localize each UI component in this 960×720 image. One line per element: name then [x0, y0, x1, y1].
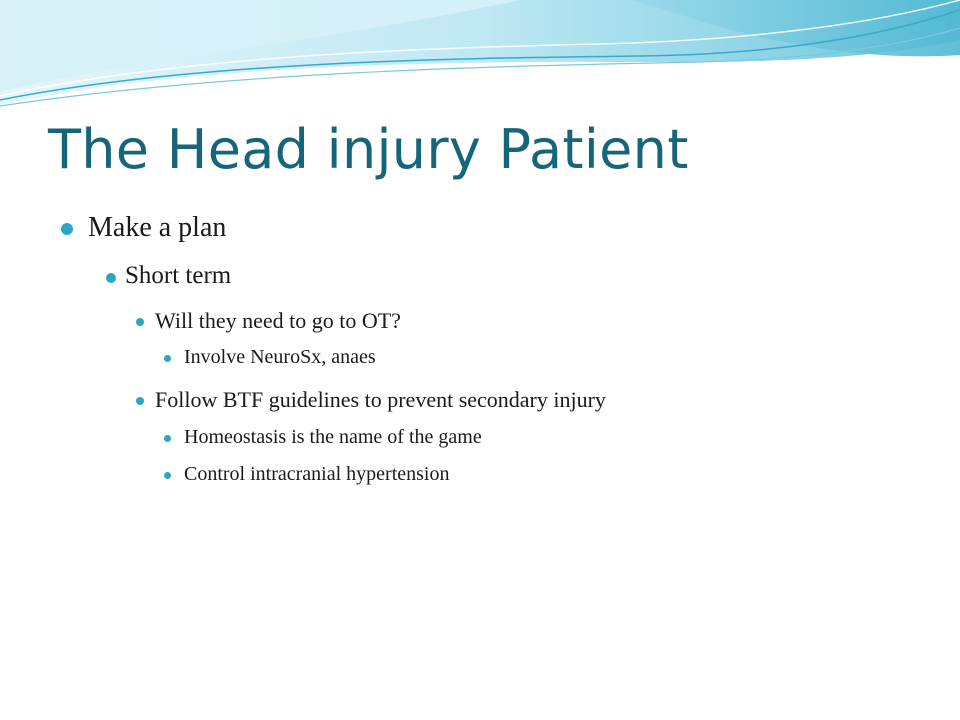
- slide-title: The Head injury Patient: [48, 118, 689, 181]
- bullet-make-a-plan: Make a plan: [88, 212, 227, 243]
- bullet-dot: [164, 435, 171, 442]
- bullet-short-term: Short term: [125, 262, 232, 289]
- bullet-follow-btf-guidelines: Follow BTF guidelines to prevent secondary injury: [155, 387, 606, 412]
- bullet-dot: [164, 355, 171, 362]
- bullet-dot: [106, 273, 116, 283]
- bullet-will-they-need-ot: Will they need to go to OT?: [155, 308, 401, 333]
- bullet-control-icp: Control intracranial hypertension: [184, 463, 450, 485]
- bullet-dot: [61, 223, 73, 235]
- bullet-dot: [136, 318, 144, 326]
- bullet-dot: [136, 397, 144, 405]
- bullet-involve-neurosx: Involve NeuroSx, anaes: [184, 346, 376, 368]
- bullet-homeostasis: Homeostasis is the name of the game: [184, 426, 482, 448]
- bullet-dot: [164, 472, 171, 479]
- header-wave-decoration: [0, 0, 960, 130]
